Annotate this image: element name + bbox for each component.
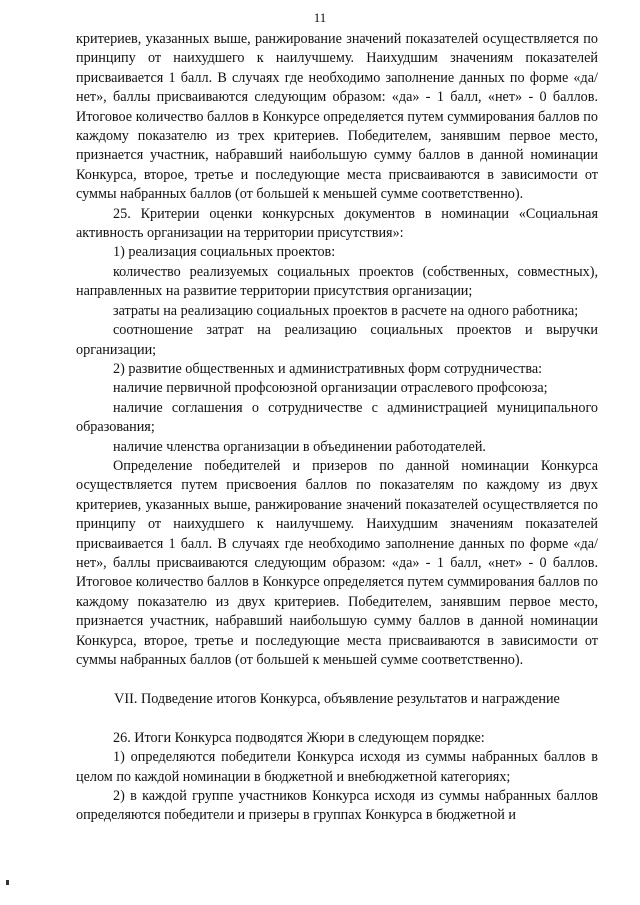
paragraph: 1) определяются победители Конкурса исходя из суммы набранных баллов в целом по каждой номинации в бюджетной и внебюджетной категориях; [76, 749, 598, 785]
paragraph: Определение победителей и призеров по данной номинации Конкурса осуществляется путем присвоения баллов по показателям по каждому из двух критериев, указанных выше, ранжирование значений показателей осуществляется по принципу от наихудшего к наилучшему. Наихудшим значениям показателей присваивается 1 балл. В случаях где необходимо заполнение данных по форме «да/нет», баллы присваиваются следующим образом: «да» - 1 балл, «нет» - 0 баллов. Итоговое количество баллов в Конкурсе определяется путем суммирования баллов по каждому показателю из двух критериев. Победителем, занявшим первое место, признается участник, набравший наибольшую сумму баллов в данной номинации Конкурса, второе, третье и последующие места присваиваются в зависимости от суммы набранных баллов (от большей к меньшей сумме соответственно). [76, 457, 598, 668]
paragraph: количество реализуемых социальных проектов (собственных, совместных), направленных на развитие территории присутствия организации; [76, 263, 598, 300]
paragraph: наличие соглашения о сотрудничестве с администрацией муниципального образования; [76, 399, 598, 436]
paragraph: 26. Итоги Конкурса подводятся Жюри в следующем порядке: [113, 729, 485, 746]
page-number: 11 [313, 10, 327, 25]
document-body [76, 30, 598, 826]
paragraph: наличие первичной профсоюзной организации отраслевого профсоюза; [113, 380, 548, 397]
section-heading: VII. Подведение итогов Конкурса, объявление результатов и награждение [114, 691, 560, 708]
paragraph: 2) в каждой группе участников Конкурса исходя из суммы набранных баллов определяются победители и призеры в группах Конкурса в бюджетной и [76, 788, 598, 824]
paragraph: 25. Критерии оценки конкурсных документов в номинации «Социальная активность организации на территории присутствия»: [76, 205, 598, 242]
paragraph: наличие членства организации в объединении работодателей. [113, 438, 486, 455]
paragraphs-bottom [76, 729, 598, 826]
paragraphs-top [76, 30, 598, 670]
paragraph: 2) развитие общественных и административных форм сотрудничества: [113, 360, 543, 377]
paragraph: 1) реализация социальных проектов: [113, 244, 336, 261]
paragraph: затраты на реализацию социальных проектов в расчете на одного работника; [113, 302, 579, 319]
paragraph: критериев, указанных выше, ранжирование значений показателей осуществляется по принципу от наихудшего к наилучшему. Наихудшим значениям показателей присваивается 1 балл. В случаях где необходимо заполнение данных по форме «да/нет», баллы присваиваются следующим образом: «да» - 1 балл, «нет» - 0 баллов. Итоговое количество баллов в Конкурсе определяется путем суммирования баллов по каждому показателю из трех критериев. Победителем, занявшим первое место, признается участник, набравший наибольшую сумму баллов в данной номинации Конкурса, второе, третье и последующие места присваиваются в зависимости от суммы набранных баллов (от большей к меньшей сумме соответственно). [76, 31, 598, 203]
paragraph: соотношение затрат на реализацию социальных проектов и выручки организации; [76, 322, 598, 358]
scan-edge-mark [6, 880, 9, 885]
